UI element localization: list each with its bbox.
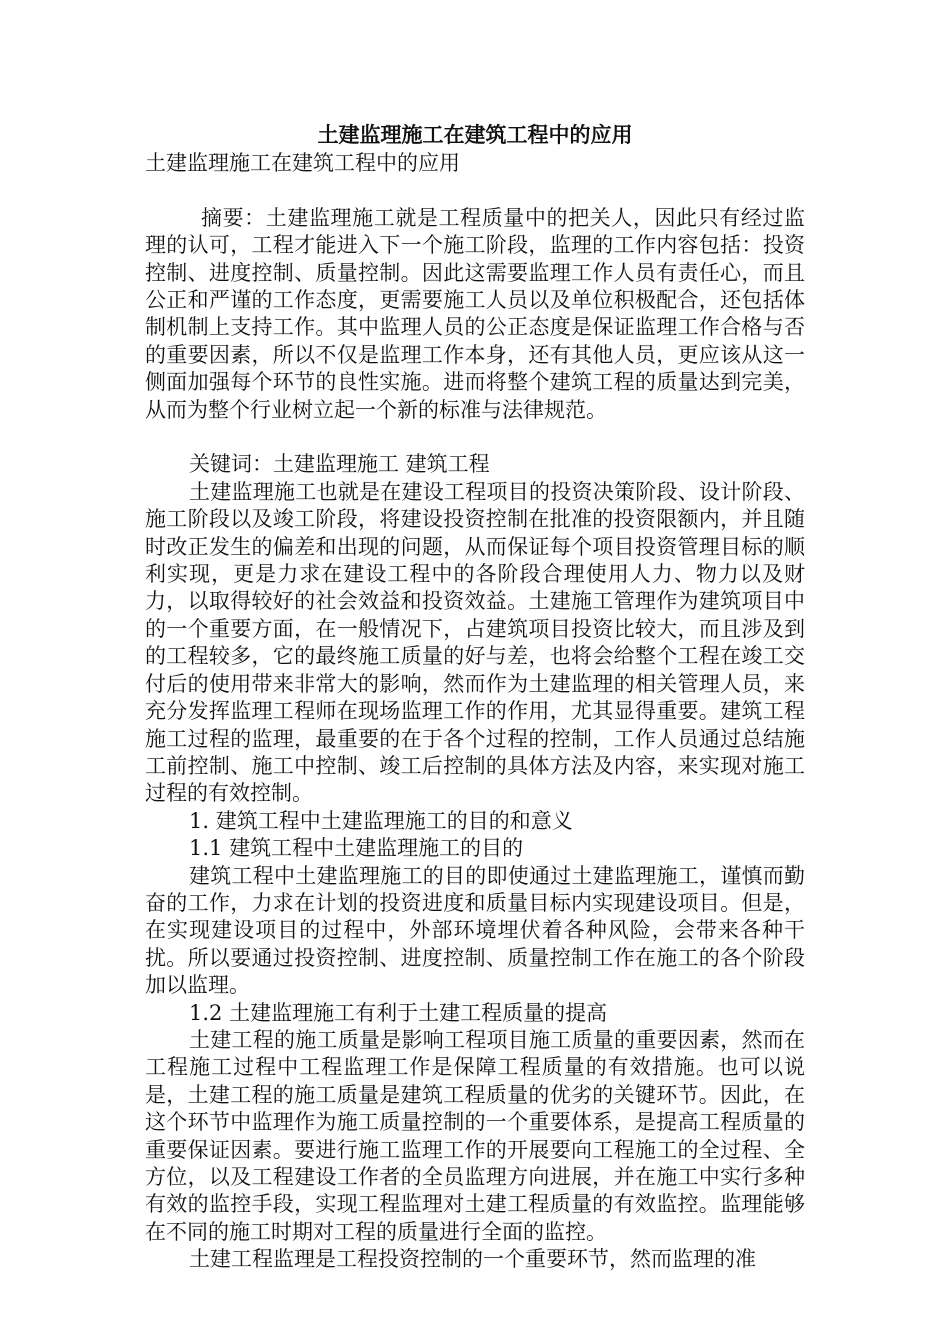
blank-line (145, 424, 805, 451)
keywords-line: 关键词：土建监理施工 建筑工程 (189, 452, 490, 477)
section-heading-1-1: 1.1 建筑工程中土建监理施工的目的 (189, 836, 524, 861)
document-title: 土建监理施工在建筑工程中的应用 (317, 122, 633, 147)
blank-line (145, 177, 805, 204)
document-page (145, 120, 805, 1274)
paragraph-1-1: 建筑工程中土建监理施工的目的即使通过土建监理施工，谨慎而勤奋的工作，力求在计划的投资进度和质量目标内实现建设项目。但是，在实现建设项目的过程中，外部环境埋伏着各种风险，会带来各种干扰。所以要通过投资控制、进度控制、质量控制工作在施工的各个阶段加以监理。 (145, 863, 805, 998)
abstract-paragraph: 摘要：土建监理施工就是工程质量中的把关人，因此只有经过监理的认可，工程才能进入下一个施工阶段，监理的工作内容包括：投资控制、进度控制、质量控制。因此这需要监理工作人员有责任心，而且公正和严谨的工作态度，更需要施工人员以及单位积极配合，还包括体制机制上支持工作。其中监理人员的公正态度是保证监理工作合格与否的重要因素，所以不仅是监理工作本身，还有其他人员，更应该从这一侧面加强每个环节的良性实施。进而将整个建筑工程的质量达到完美，从而为整个行业树立起一个新的标准与法律规范。 (145, 205, 805, 422)
paragraph-1-2: 土建工程的施工质量是影响工程项目施工质量的重要因素，然而在工程施工过程中工程监理工作是保障工程质量的有效措施。也可以说是，土建工程的施工质量是建筑工程质量的优劣的关键环节。因此，在这个环节中监理作为施工质量控制的一个重要体系，是提高工程质量的重要保证因素。要进行施工监理工作的开展要向工程施工的全过程、全方位，以及工程建设工作者的全员监理方向进展，并在施工中实行多种有效的监控手段，实现工程监理对土建工程质量的有效监控。监理能够在不同的施工时期对工程的质量进行全面的监控。 (145, 1027, 805, 1244)
paragraph-last: 土建工程监理是工程投资控制的一个重要环节，然而监理的准 (189, 1247, 756, 1272)
section-heading-1-2: 1.2 土建监理施工有利于土建工程质量的提高 (189, 1000, 608, 1025)
document-subtitle: 土建监理施工在建筑工程中的应用 (145, 151, 460, 175)
section-heading-1: 1. 建筑工程中土建监理施工的目的和意义 (189, 808, 573, 833)
intro-paragraph: 土建监理施工也就是在建设工程项目的投资决策阶段、设计阶段、施工阶段以及竣工阶段，将建设投资控制在批准的投资限额内，并且随时改正发生的偏差和出现的问题，从而保证每个项目投资管理目标的顺利实现，更是力求在建设工程中的各阶段合理使用人力、物力以及财力，以取得较好的社会效益和投资效益。土建施工管理作为建筑项目中的一个重要方面，在一般情况下，占建筑项目投资比较大，而且涉及到的工程较多，它的最终施工质量的好与差，也将会给整个工程在竣工交付后的使用带来非常大的影响，然而作为土建监理的相关管理人员，来充分发挥监理工程师在现场监理工作的作用，尤其显得重要。建筑工程施工过程的监理，最重要的在于各个过程的控制，工作人员通过总结施工前控制、施工中控制、竣工后控制的具体方法及内容，来实现对施工过程的有效控制。 (145, 479, 805, 806)
